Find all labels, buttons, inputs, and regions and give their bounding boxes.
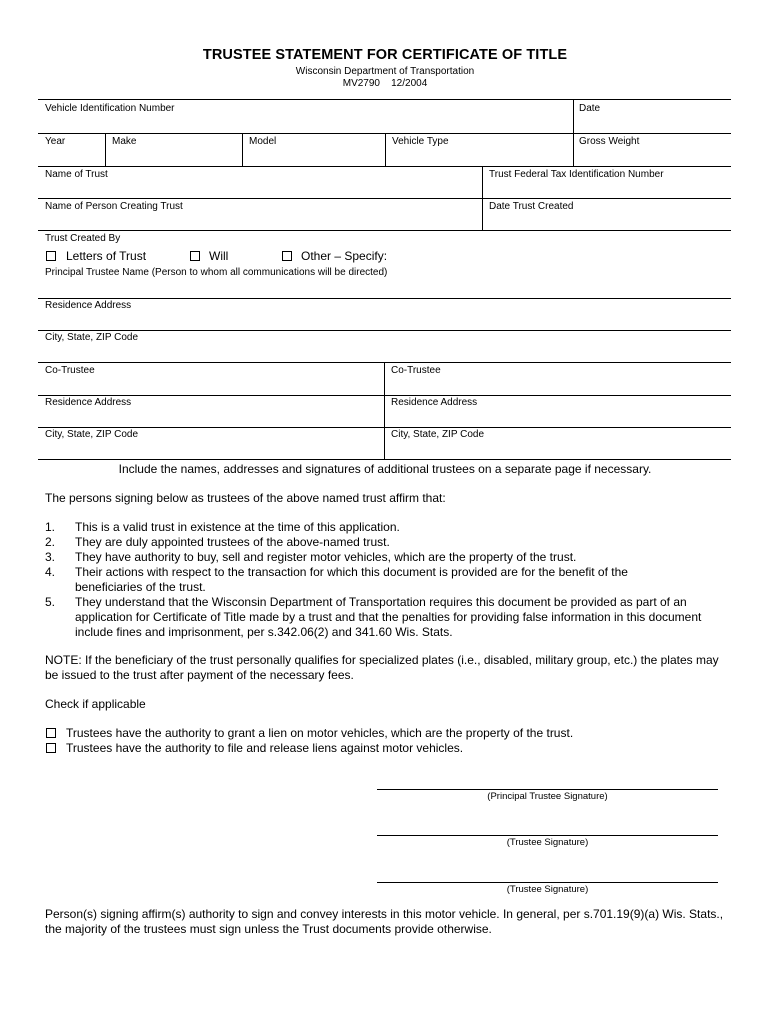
person-creating-trust-label: Name of Person Creating Trust — [45, 201, 183, 212]
principal-trustee-signature-caption: (Principal Trustee Signature) — [487, 791, 608, 802]
co-trustee-residence-right-label: Residence Address — [391, 397, 478, 408]
model-label: Model — [249, 136, 277, 147]
trustee-signature-caption: (Trustee Signature) — [506, 884, 589, 895]
will-label: Will — [209, 249, 229, 263]
co-trustee-left-label: Co-Trustee — [45, 365, 95, 376]
vehicle-type-label: Vehicle Type — [392, 136, 449, 147]
grant-lien-label: Trustees have the authority to grant a lien on motor vehicles, which are the property of the trust. — [66, 726, 574, 740]
footer-authority-note: Person(s) signing affirm(s) authority to sign and convey interests in this motor vehicle. In general, per s.701.19(9)(a) Wis. Stats., the majority of the trustees must sign unless the Trust documents provide otherwise. — [45, 907, 724, 936]
file-release-liens-checkbox[interactable] — [46, 743, 56, 753]
list-item-text: They have authority to buy, sell and register motor vehicles, which are the property of the trust. — [75, 550, 577, 564]
specialized-plates-note: NOTE: If the beneficiary of the trust personally qualifies for specialized plates (i.e., disabled, military group, etc.) the plates may be issued to the trust after payment of the necessary fees. — [45, 653, 719, 682]
year-label: Year — [45, 136, 66, 147]
additional-trustees-note: Include the names, addresses and signatures of additional trustees on a separate page if necessary. — [118, 462, 652, 476]
trust-created-by-label: Trust Created By — [45, 233, 121, 244]
form-date: 12/2004 — [391, 78, 428, 89]
file-release-liens-label: Trustees have the authority to file and release liens against motor vehicles. — [66, 741, 464, 755]
co-trustee-right-label: Co-Trustee — [391, 365, 441, 376]
date-trust-created-label: Date Trust Created — [489, 201, 574, 212]
gross-weight-label: Gross Weight — [579, 136, 640, 147]
make-label: Make — [112, 136, 137, 147]
list-item-text: Their actions with respect to the transaction for which this document is provided are for the benefit of the beneficiaries of the trust. — [75, 565, 628, 594]
trustee-signature-line[interactable] — [377, 835, 718, 836]
list-item-number: 5. — [45, 595, 56, 609]
list-item-number: 1. — [45, 520, 56, 534]
residence-address-label: Residence Address — [45, 300, 132, 311]
list-item-text: This is a valid trust in existence at the time of this application. — [75, 520, 400, 534]
list-item-text: They are duly appointed trustees of the above-named trust. — [75, 535, 390, 549]
list-item-number: 3. — [45, 550, 56, 564]
principal-trustee-label: Principal Trustee Name (Person to whom all communications will be directed) — [45, 267, 388, 278]
affirm-intro: The persons signing below as trustees of the above named trust affirm that: — [45, 491, 446, 505]
co-trustee-city-left-label: City, State, ZIP Code — [45, 429, 139, 440]
letters-of-trust-checkbox[interactable] — [46, 251, 56, 261]
other-checkbox[interactable] — [282, 251, 292, 261]
grant-lien-checkbox[interactable] — [46, 728, 56, 738]
co-trustee-residence-left-label: Residence Address — [45, 397, 132, 408]
form-number: MV2790 — [342, 78, 380, 89]
vin-label: Vehicle Identification Number — [45, 103, 175, 114]
co-trustee-city-right-label: City, State, ZIP Code — [391, 429, 485, 440]
list-item-text: They understand that the Wisconsin Department of Transportation requires this document be provided as part of an application for Certificate of Title made by a trust and that the penalties for providing false information in this document include fines and imprisonment, per s.342.06(2) and 341.60 Wis. Stats. — [75, 595, 702, 639]
name-of-trust-label: Name of Trust — [45, 169, 108, 180]
principal-trustee-signature-line[interactable] — [377, 789, 718, 790]
form-id-line — [0, 78, 770, 89]
tax-id-label: Trust Federal Tax Identification Number — [489, 169, 664, 180]
trustee-signature-caption: (Trustee Signature) — [506, 837, 589, 848]
list-item-number: 4. — [45, 565, 56, 579]
will-checkbox[interactable] — [190, 251, 200, 261]
date-label: Date — [579, 103, 601, 114]
trustee-signature-line[interactable] — [377, 882, 718, 883]
city-state-zip-label: City, State, ZIP Code — [45, 332, 139, 343]
other-specify-label: Other – Specify: — [301, 249, 388, 263]
list-item-number: 2. — [45, 535, 56, 549]
letters-of-trust-label: Letters of Trust — [66, 249, 147, 263]
agency-name: Wisconsin Department of Transportation — [295, 66, 475, 77]
check-if-applicable-label: Check if applicable — [45, 697, 146, 711]
form-title: TRUSTEE STATEMENT FOR CERTIFICATE OF TITLE — [202, 47, 568, 63]
